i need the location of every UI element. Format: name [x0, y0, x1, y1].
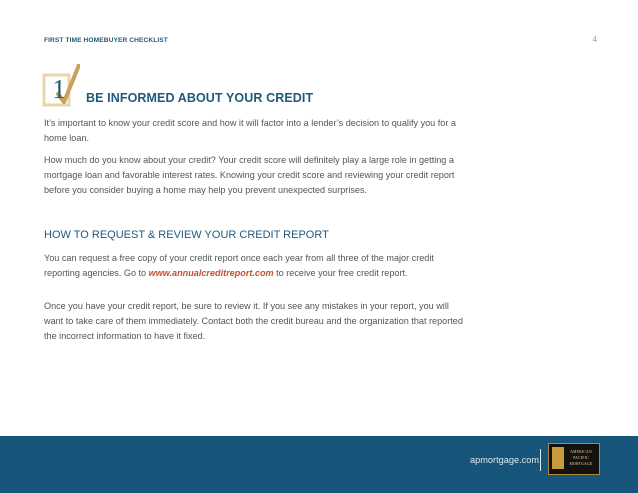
section-title: BE INFORMED ABOUT YOUR CREDIT	[86, 91, 314, 105]
page-number: 4	[592, 35, 597, 44]
american-pacific-mortgage-logo	[548, 443, 600, 475]
footer-band	[0, 436, 638, 493]
subsection-title: HOW TO REQUEST & REVIEW YOUR CREDIT REPORT	[44, 229, 329, 241]
logo-line-3: MORTGAGE	[569, 462, 593, 466]
intro-paragraph: It’s important to know your credit score and how it will factor into a lender’s decision to qualify you for a home loan.	[44, 118, 456, 144]
annual-credit-report-link[interactable]: www.annualcreditreport.com	[148, 268, 274, 279]
credit-score-paragraph: How much do you know about your credit? Your credit score will definitely play a large role in getting a mortgage loan and favorable interest rates. Knowing your credit score and reviewing your credit report before you consider buying a home may help you prevent unexpected surprises.	[44, 155, 455, 196]
review-report-paragraph: Once you have your credit report, be sure to review it. If you see any mistakes in your report, you will want to take care of them immediately. Contact both the credit bureau and the organization that reported the incorrect information to have it fixed.	[44, 301, 463, 342]
request-report-text-start: You can request a free copy of your credit report once each year from all three of the major credit reporting agencies. Go to	[44, 253, 434, 279]
logo-line-2: PACIFIC	[573, 456, 589, 460]
step-number: 1	[52, 74, 66, 104]
footer-divider	[540, 449, 541, 471]
request-report-paragraph	[44, 251, 464, 281]
document-header-label: FIRST TIME HOMEBUYER CHECKLIST	[44, 37, 168, 44]
request-report-text-end: to receive your free credit report.	[273, 268, 408, 279]
footer-website-url[interactable]: apmortgage.com	[470, 455, 539, 465]
logo-mark-icon	[552, 447, 564, 469]
logo-line-1: AMERICAN	[570, 450, 592, 454]
step-number-badge	[42, 64, 80, 108]
